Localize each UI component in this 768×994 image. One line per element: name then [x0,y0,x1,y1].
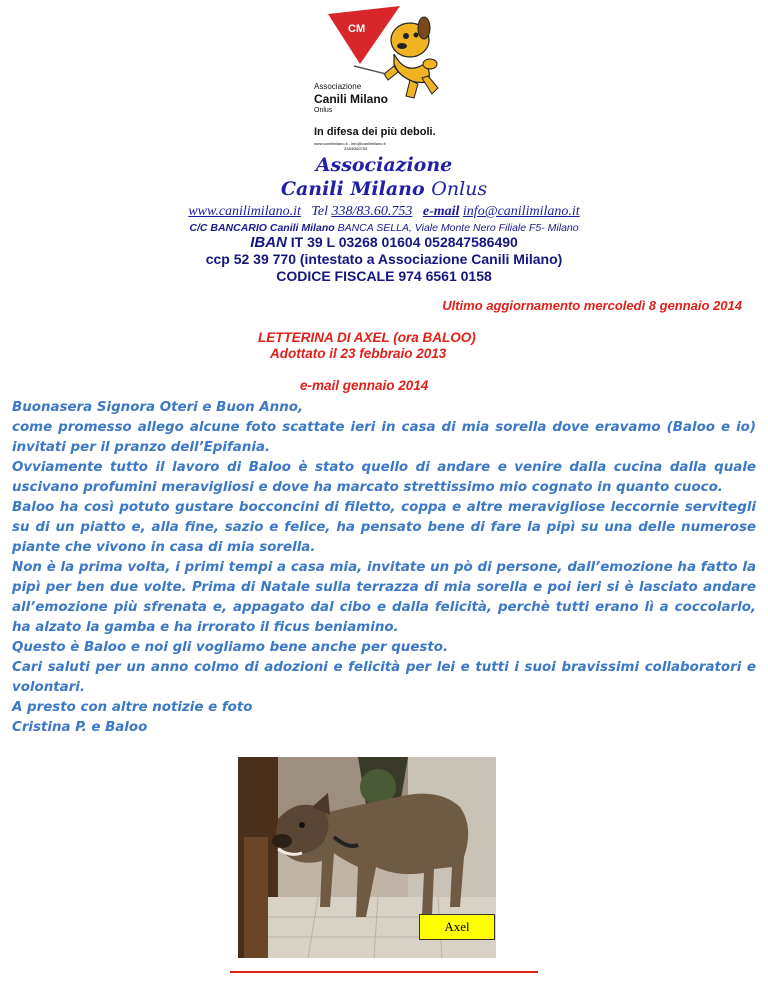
email-link[interactable]: info@canilimilano.it [462,204,580,219]
iban-label: IBAN [250,234,287,251]
letter-paragraph: Questo è Baloo e noi gli vogliamo bene anche per questo. [12,640,449,655]
footer-divider [230,971,538,973]
logo-line-2: Canili Milano [314,92,389,106]
logo-badge: CM [348,23,366,35]
logo-small-1: www.canilimilano.it - info@canilimilano.it [314,141,386,146]
iban-value: IT 39 L 03268 01604 052847586490 [290,234,518,250]
letter-paragraph: Ovviamente tutto il lavoro di Baloo è stato quello di andare e venire dalla cucina dalla quale uscivano profumini meravigliosi e dove ha marcato strettissimo mio cognato in quanto cuoco. [12,460,756,495]
ccp-line: ccp 52 39 770 (intestato a Associazione Canili Milano) [205,251,563,267]
website-link[interactable]: www.canilimilano.it [188,204,301,219]
letter-paragraph: Non è la prima volta, i primi tempi a casa mia, invitate un pò di persone, dall’emozione ha fatto la pipì per ben due volte. Prima di Natale sulla terrazza di mia sorella e poi ieri si è lasciato andare all’emozione più sfrenata e, appagato dal cibo e dalla felicità, perchè tutti erano lì a coccolarlo, ha alzato la gamba e ha irrorato il ficus beniamino. [12,560,756,635]
iban-line [0,234,768,251]
letter-title: LETTERINA DI AXEL (ora BALOO) [258,330,476,345]
letter-paragraph: Buonasera Signora Oteri e Buon Anno, [12,400,304,415]
fiscal-code-line: CODICE FISCALE 974 6561 0158 [276,268,492,284]
letter-paragraph: Baloo ha così potuto gustare bocconcini di filetto, coppa e altre meravigliose leccornie servitegli su di un piatto e, alla fine, sazio e felice, ha pensato bene di fare la pipì su una delle numerose piante che vivono in casa di mia sorella. [12,500,756,555]
tel-link[interactable]: 338/83.60.753 [331,204,413,219]
tel-label: Tel [311,204,328,219]
logo-tagline: In difesa dei più deboli. [314,126,436,138]
letter-paragraph: come promesso allego alcune foto scattate ieri in casa di mia sorella dove eravamo (Baloo e io) invitati per il pranzo dell’Epifania. [12,420,756,455]
org-name: Canili Milano [280,178,425,200]
logo-line-1: Associazione [314,82,362,91]
letter-paragraph: Cari saluti per un anno colmo di adozioni e felicità per lei e tutti i suoi bravissimi collaboratori e volontari. [12,660,756,695]
letter-subtitle: Adottato il 23 febbraio 2013 [270,346,447,361]
email-label: e-mail [422,204,460,219]
bank-detail: BANCA SELLA, Viale Monte Nero Filiale F5- Milano [337,222,579,234]
letter-paragraph: Cristina P. e Baloo [12,720,148,735]
letter-paragraph: A presto con altre notizie e foto [12,700,253,715]
bank-label: C/C BANCARIO Canili Milano [189,222,335,234]
contact-line [0,204,768,220]
org-suffix: Onlus [431,178,488,200]
org-name-line-1: Associazione [315,154,453,176]
logo-line-3: Onlus [314,107,333,114]
email-date: e-mail gennaio 2014 [300,378,429,393]
org-name-line-2 [0,178,768,200]
association-logo [314,4,454,152]
logo-small-2: 338/8360753 [344,146,368,151]
bank-line [0,222,768,234]
letter-body [12,398,756,738]
photo-caption: Axel [419,914,495,940]
last-update: Ultimo aggiornamento mercoledì 8 gennaio 2014 [442,298,742,313]
